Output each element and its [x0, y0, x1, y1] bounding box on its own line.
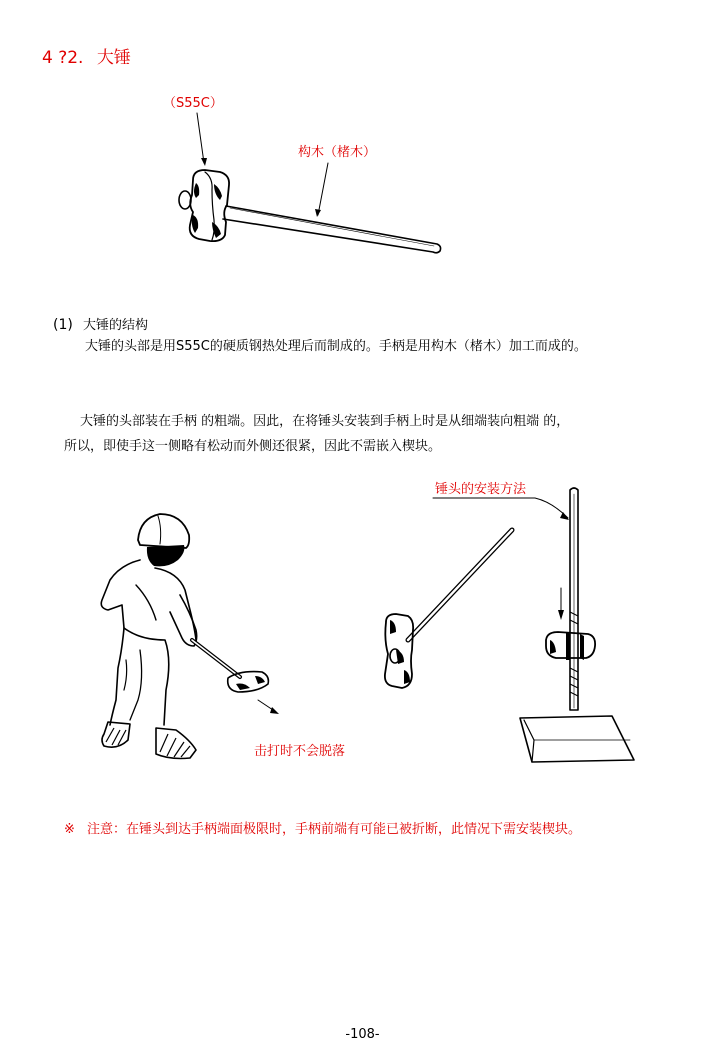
structure-paragraph: 大锤的头部是用S55C的硬质钢热处理后而制成的。手柄是用构木（楮木）加工而成的。	[85, 339, 587, 354]
note-text: 注意：在锤头到达手柄端面极限时，手柄前端有可能已被折断，此情况下需安装楔块。	[87, 822, 582, 837]
label-no-detach: 击打时不会脱落	[254, 744, 346, 759]
label-handle-material: 构木（楮木）	[298, 145, 377, 160]
label-install-method: 锤头的安装方法	[435, 482, 527, 497]
section-title-text: 大锤	[96, 48, 131, 68]
label-head-material: （S55C）	[163, 96, 223, 111]
note-mark: ※	[64, 822, 75, 837]
structure-heading-text: 大锤的结构	[82, 318, 148, 333]
page-number: -108-	[345, 1027, 380, 1042]
explanation-line-2: 所以，即使手这一侧略有松动而外侧还很紧，因此不需嵌入楔块。	[64, 439, 442, 454]
explanation-line-1: 大锤的头部装在手柄 的粗端。因此，在将锤头安装到手柄上时是从细端装向粗端 的，	[80, 414, 570, 429]
structure-heading-number: (1)	[53, 317, 73, 333]
section-number: 4 ?2.	[42, 48, 84, 68]
note	[64, 818, 581, 837]
